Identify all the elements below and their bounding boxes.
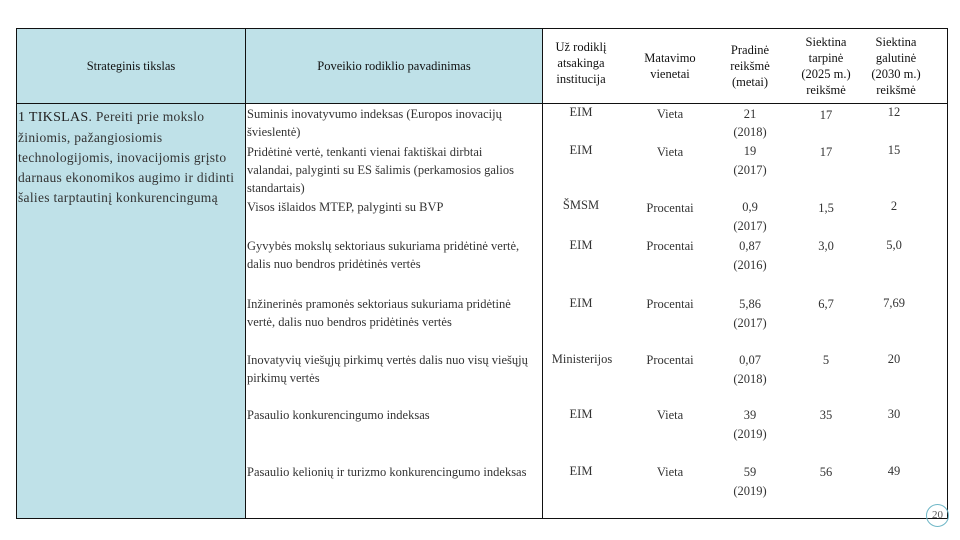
- unit-cell: Vieta: [656, 107, 684, 121]
- unit-cell: Vieta: [656, 145, 684, 159]
- header-goal: Strateginis tikslas: [86, 59, 176, 73]
- unit-cell: Procentai: [646, 297, 694, 311]
- target-2030-cell: 7,69: [883, 296, 905, 310]
- target-2030-cell: 15: [887, 143, 901, 157]
- indicator-name: Visos išlaidos MTEP, palyginti su BVP: [247, 200, 444, 214]
- baseline-value: 0,07: [739, 353, 761, 367]
- target-2030-cell: 12: [887, 105, 901, 119]
- page-number: 20: [926, 504, 949, 527]
- baseline-year: (2019): [733, 427, 767, 441]
- unit-cell: Procentai: [646, 201, 694, 215]
- indicator-name: Suminis inovatyvumo indeksas (Europos inovacijų švieslentė): [247, 107, 502, 139]
- indicator-name: Pridėtinė vertė, tenkanti vienai faktiškai dirbtai valandai, palyginti su ES šalimis (perkamosios galios standartais): [247, 145, 514, 195]
- table-right-border: [947, 28, 948, 519]
- header-baseline: Pradinė reikšmė (metai): [730, 43, 770, 89]
- institution-cell: EIM: [569, 407, 593, 421]
- target-2030-cell: 2: [890, 199, 898, 213]
- target-2030-cell: 20: [887, 352, 901, 366]
- unit-cell: Procentai: [646, 239, 694, 253]
- target-2025-cell: 1,5: [818, 201, 834, 215]
- strategic-goal-text: [18, 107, 244, 208]
- target-2025-cell: 17: [819, 145, 833, 159]
- institution-cell: EIM: [569, 105, 593, 119]
- indicator-name: Pasaulio kelionių ir turizmo konkurencingumo indeksas: [247, 465, 527, 479]
- table-bottom-border: [16, 518, 948, 519]
- header-target-2030: Siektina galutinė (2030 m.) reikšmė: [871, 35, 921, 97]
- baseline-year: (2017): [733, 316, 767, 330]
- baseline-year: (2017): [733, 219, 767, 233]
- institution-cell: EIM: [569, 464, 593, 478]
- baseline-value: 0,9: [742, 200, 758, 214]
- target-2025-cell: 35: [819, 408, 833, 422]
- unit-cell: Vieta: [656, 408, 684, 422]
- institution-cell: EIM: [569, 238, 593, 252]
- institution-cell: ŠMSM: [562, 198, 600, 212]
- institution-cell: Ministerijos: [551, 352, 613, 366]
- table-col-divider-2: [542, 28, 543, 519]
- institution-cell: EIM: [569, 296, 593, 310]
- indicator-name: Gyvybės mokslų sektoriaus sukuriama pridėtinė vertė, dalis nuo bendros pridėtinės vertės: [247, 239, 520, 271]
- header-institution: Už rodiklį atsakinga institucija: [555, 40, 607, 86]
- indicator-name: Inovatyvių viešųjų pirkimų vertės dalis nuo visų viešųjų pirkimų vertės: [247, 353, 528, 385]
- target-2025-cell: 17: [819, 108, 833, 122]
- baseline-year: (2018): [733, 125, 767, 139]
- indicator-name: Pasaulio konkurencingumo indeksas: [247, 408, 430, 422]
- baseline-value: 19: [743, 144, 757, 158]
- baseline-value: 39: [743, 408, 757, 422]
- baseline-value: 0,87: [739, 239, 761, 253]
- baseline-value: 5,86: [739, 297, 761, 311]
- target-2030-cell: 5,0: [886, 238, 902, 252]
- target-2030-cell: 30: [887, 407, 901, 421]
- indicator-name: Inžinerinės pramonės sektoriaus sukuriama pridėtinė vertė, dalis nuo bendros pridėtinės vertės: [247, 297, 511, 329]
- target-2025-cell: 56: [819, 465, 833, 479]
- target-2025-cell: 3,0: [818, 239, 834, 253]
- target-2025-cell: 6,7: [818, 297, 834, 311]
- goal-label: 1 TIKSLAS: [18, 110, 89, 125]
- institution-cell: EIM: [569, 143, 593, 157]
- goal-description: . Pereiti prie mokslo žiniomis, pažangiosiomis technologijomis, inovacijomis grįsto darnaus ekonomikos augimo ir didinti šalies tarptautinį konkurencingumą: [18, 109, 235, 205]
- header-target-2025: Siektina tarpinė (2025 m.) reikšmė: [801, 35, 851, 97]
- baseline-year: (2018): [733, 372, 767, 386]
- unit-cell: Procentai: [646, 353, 694, 367]
- baseline-year: (2019): [733, 484, 767, 498]
- header-indicator: Poveikio rodiklio pavadinimas: [317, 59, 471, 73]
- target-2030-cell: 49: [887, 464, 901, 478]
- target-2025-cell: 5: [822, 353, 830, 367]
- baseline-year: (2017): [733, 163, 767, 177]
- baseline-year: (2016): [733, 258, 767, 272]
- unit-cell: Vieta: [656, 465, 684, 479]
- header-unit: Matavimo vienetai: [644, 51, 696, 81]
- baseline-value: 59: [743, 465, 757, 479]
- table-header-bottom: [16, 103, 948, 104]
- baseline-value: 21: [743, 107, 757, 121]
